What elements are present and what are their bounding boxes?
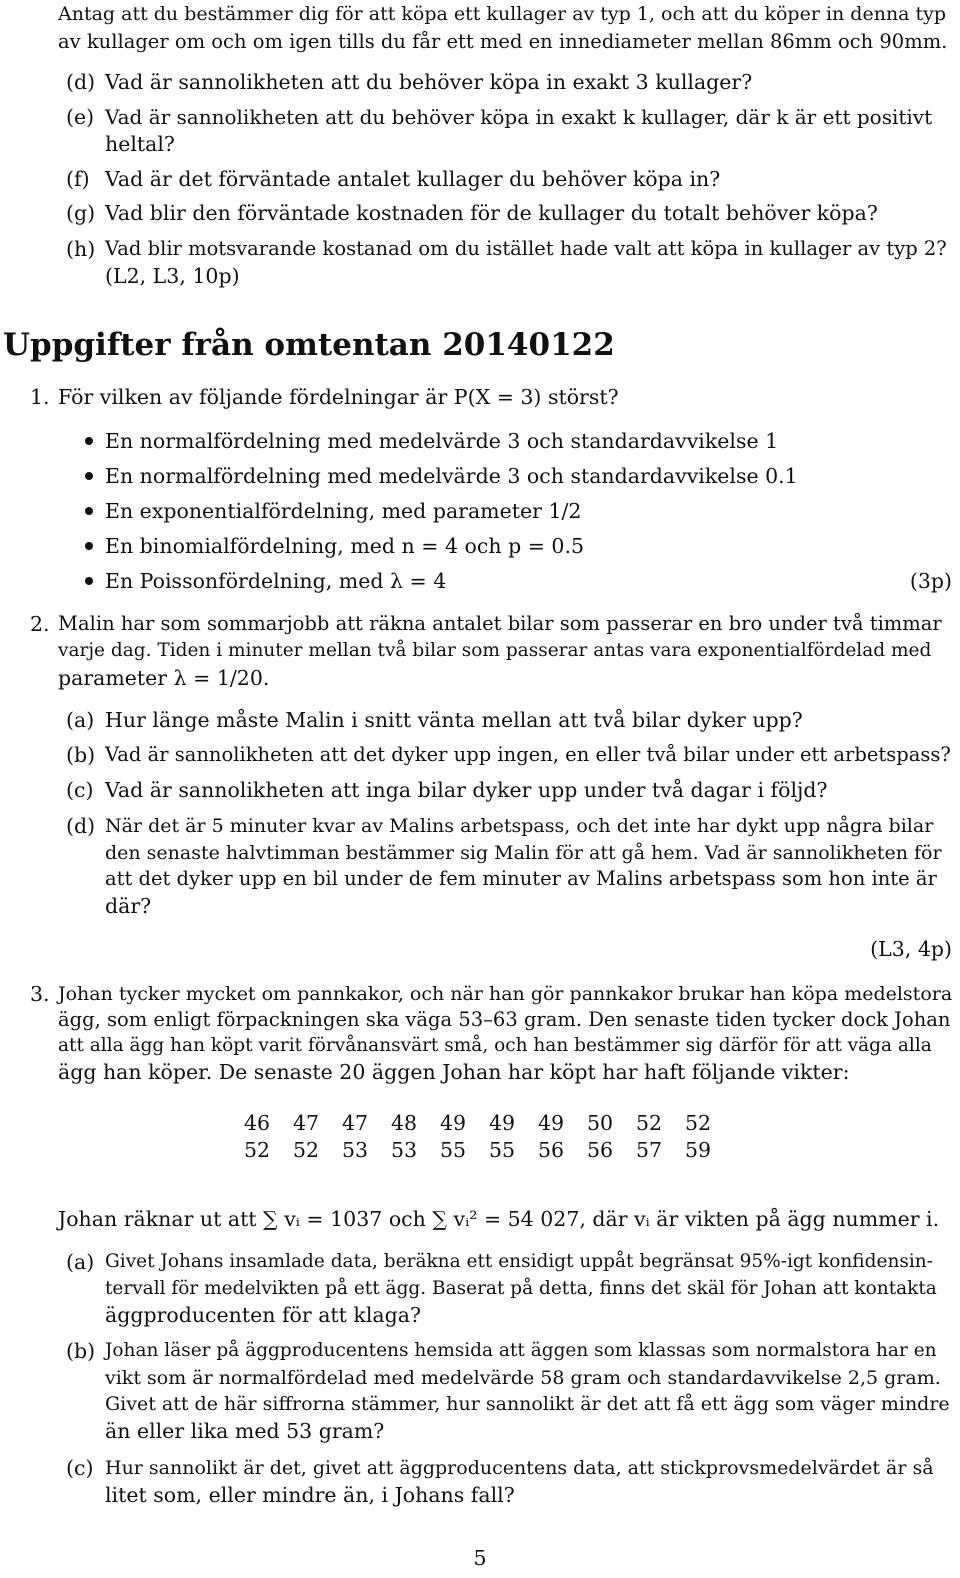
question-text: parameter λ = 1/20. <box>58 666 270 690</box>
item-label: (f) <box>66 167 90 191</box>
weight-cell: 53 <box>390 1138 418 1162</box>
weight-cell: 47 <box>341 1111 369 1135</box>
item-label: (c) <box>66 1456 94 1480</box>
weight-cell: 55 <box>439 1138 467 1162</box>
question-text: varje dag. Tiden i minuter mellan två bilar som passerar antas vara exponentialfördelad med <box>58 640 932 661</box>
question-text: För vilken av följande fördelningar är P(X = 3) störst? <box>58 385 619 409</box>
question-number: 1. <box>30 385 50 409</box>
question-text: ägg, som enligt förpackningen ska väga 53–63 gram. Den senaste tiden tycker dock Johan <box>58 1008 951 1031</box>
item-text: Vad är sannolikheten att det dyker upp ingen, en eller två bilar under ett arbetspass? <box>105 743 951 766</box>
item-text: Hur sannolikt är det, givet att äggproducentens data, att stickprovsmedelvärdet är så <box>105 1457 934 1479</box>
item-label: (h) <box>66 237 96 261</box>
item-text: Vad är det förväntade antalet kullager du behöver köpa in? <box>105 167 721 191</box>
item-text: Johan läser på äggproducentens hemsida att äggen som klassas som normalstora har en <box>105 1340 937 1361</box>
item-label: (d) <box>66 70 96 94</box>
bullet <box>85 437 93 445</box>
item-text: äggproducenten för att klaga? <box>105 1303 421 1327</box>
option-text: En normalfördelning med medelvärde 3 och standardavvikelse 0.1 <box>105 464 798 488</box>
question-text: Johan tycker mycket om pannkakor, och när han gör pannkakor brukar han köpa medelstora <box>58 983 953 1005</box>
item-text: Vad blir den förväntade kostnaden för de kullager du totalt behöver köpa? <box>105 201 878 225</box>
item-text: Vad är sannolikheten att du behöver köpa in exakt k kullager, där k är ett positivt <box>105 105 933 129</box>
item-label: (b) <box>66 743 96 767</box>
bullet <box>85 577 93 585</box>
intro-line: Antag att du bestämmer dig för att köpa ett kullager av typ 1, och att du köper in denna typ <box>58 3 947 25</box>
item-label: (d) <box>66 814 96 838</box>
weight-cell: 56 <box>537 1138 565 1162</box>
weight-cell: 47 <box>292 1111 320 1135</box>
question-text: ägg han köper. De senaste 20 äggen Johan har köpt har haft följande vikter: <box>58 1060 850 1084</box>
item-text: vikt som är normalfördelad med medelvärde 58 gram och standardavvikelse 2,5 gram. <box>105 1367 941 1389</box>
weight-cell: 52 <box>684 1111 712 1135</box>
question-number: 3. <box>30 982 50 1006</box>
item-text: tervall för medelvikten på ett ägg. Baserat på detta, finns det skäl för Johan att kontakta <box>105 1278 937 1299</box>
bullet <box>85 472 93 480</box>
item-label: (c) <box>66 778 94 802</box>
page-number: 5 <box>473 1546 487 1570</box>
summary-formula: Johan räknar ut att ∑ vᵢ = 1037 och ∑ vᵢ² = 54 027, där vᵢ är vikten på ägg nummer i. <box>58 1207 940 1231</box>
item-label: (e) <box>66 105 95 129</box>
weight-cell: 48 <box>390 1111 418 1135</box>
item-text: När det är 5 minuter kvar av Malins arbetspass, och det inte har dykt upp några bilar <box>105 815 934 837</box>
weight-cell: 53 <box>341 1138 369 1162</box>
weight-cell: 52 <box>635 1111 663 1135</box>
item-label: (a) <box>66 708 95 732</box>
weight-cell: 59 <box>684 1138 712 1162</box>
item-text: Givet att de här siffrorna stämmer, hur sannolikt är det att få ett ägg som väger mindre <box>105 1393 950 1415</box>
weight-cell: 57 <box>635 1138 663 1162</box>
bullet <box>85 507 93 515</box>
weight-cell: 49 <box>537 1111 565 1135</box>
points: (L3, 4p) <box>870 937 952 961</box>
item-text: litet som, eller mindre än, i Johans fall? <box>105 1483 515 1507</box>
question-text: att alla ägg han köpt varit förvånansvärt små, och han bestämmer sig därför för att väga alla <box>58 1035 932 1056</box>
item-label: (g) <box>66 201 96 225</box>
item-label: (b) <box>66 1339 96 1363</box>
option-text: En binomialfördelning, med n = 4 och p = 0.5 <box>105 534 584 558</box>
question-text: Malin har som sommarjobb att räkna antalet bilar som passerar en bro under två timmar <box>58 612 942 635</box>
weight-cell: 52 <box>243 1138 271 1162</box>
option-text: En Poissonfördelning, med λ = 4 <box>105 569 447 593</box>
intro-line: av kullager om och om igen tills du får ett med en innediameter mellan 86mm och 90mm. <box>58 30 948 53</box>
weight-cell: 46 <box>243 1111 271 1135</box>
weight-cell: 49 <box>439 1111 467 1135</box>
item-text: Hur länge måste Malin i snitt vänta mellan att två bilar dyker upp? <box>105 708 803 732</box>
item-text: heltal? <box>105 132 175 156</box>
item-text: Givet Johans insamlade data, beräkna ett ensidigt uppåt begränsat 95%-igt konfidensin- <box>105 1251 933 1272</box>
weight-cell: 55 <box>488 1138 516 1162</box>
item-text: Vad är sannolikheten att inga bilar dyker upp under två dagar i följd? <box>105 778 828 802</box>
item-text: än eller lika med 53 gram? <box>105 1419 385 1443</box>
weight-cell: 56 <box>586 1138 614 1162</box>
item-text: att det dyker upp en bil under de fem minuter av Malins arbetspass som hon inte är <box>105 867 937 890</box>
item-text: där? <box>105 894 152 918</box>
bullet <box>85 542 93 550</box>
item-text: Vad blir motsvarande kostanad om du istället hade valt att köpa in kullager av typ 2? <box>105 237 947 260</box>
points: (3p) <box>909 569 952 593</box>
item-label: (a) <box>66 1250 95 1274</box>
item-text: den senaste halvtimman bestämmer sig Malin för att gå hem. Vad är sannolikheten för <box>105 842 942 864</box>
option-text: En exponentialfördelning, med parameter 1/2 <box>105 499 582 523</box>
item-text: Vad är sannolikheten att du behöver köpa in exakt 3 kullager? <box>105 70 753 94</box>
weight-cell: 52 <box>292 1138 320 1162</box>
weight-cell: 49 <box>488 1111 516 1135</box>
weight-cell: 50 <box>586 1111 614 1135</box>
item-text: (L2, L3, 10p) <box>105 264 240 288</box>
section-title: Uppgifter från omtentan 20140122 <box>3 327 615 363</box>
question-number: 2. <box>30 612 50 636</box>
option-text: En normalfördelning med medelvärde 3 och standardavvikelse 1 <box>105 429 779 453</box>
